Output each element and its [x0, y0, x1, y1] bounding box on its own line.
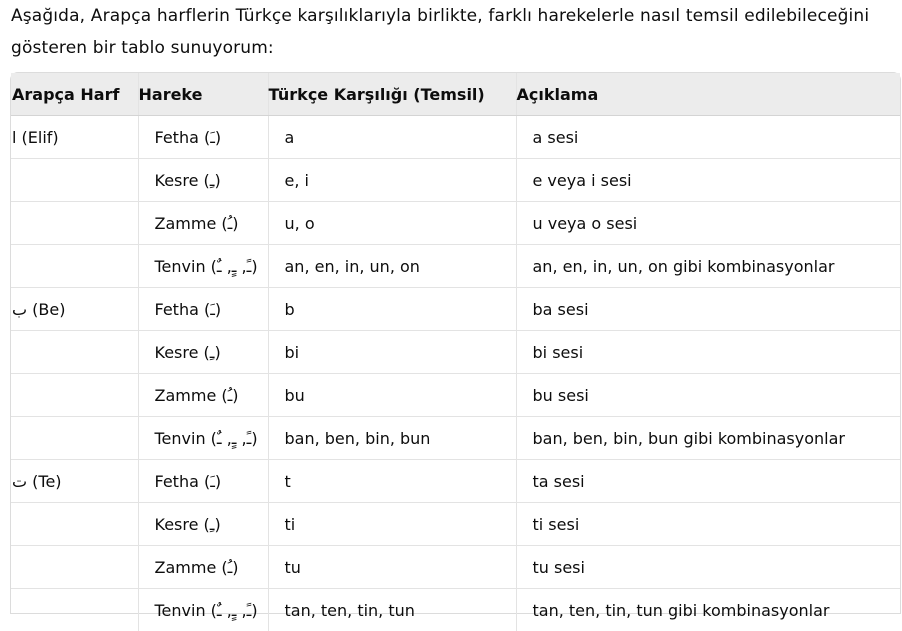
cell-hareke: Zamme (ـُ)	[138, 374, 268, 417]
cell-harf	[11, 245, 138, 288]
cell-aciklama: ti sesi	[516, 503, 900, 546]
cell-temsil: a	[268, 116, 516, 159]
table-row	[11, 159, 900, 202]
cell-aciklama: e veya i sesi	[516, 159, 900, 202]
cell-temsil: t	[268, 460, 516, 503]
cell-hareke: Tenvin (ـً, ـٍ, ـٌ)	[138, 417, 268, 460]
cell-hareke: Kesre (ـِ)	[138, 331, 268, 374]
cell-aciklama: u veya o sesi	[516, 202, 900, 245]
cell-harf	[11, 331, 138, 374]
cell-aciklama: a sesi	[516, 116, 900, 159]
cell-hareke: Zamme (ـُ)	[138, 546, 268, 589]
table-row	[11, 331, 900, 374]
harf-table	[11, 73, 900, 631]
header-arapca-harf: Arapça Harf	[11, 73, 138, 116]
table-row	[11, 288, 900, 331]
harf-table-container	[10, 72, 901, 614]
table-row	[11, 202, 900, 245]
cell-harf	[11, 159, 138, 202]
cell-aciklama: ba sesi	[516, 288, 900, 331]
cell-harf	[11, 374, 138, 417]
cell-hareke: Tenvin (ـً, ـٍ, ـٌ)	[138, 589, 268, 631]
table-row	[11, 503, 900, 546]
cell-aciklama: an, en, in, un, on gibi kombinasyonlar	[516, 245, 900, 288]
table-row	[11, 460, 900, 503]
cell-harf: ت (Te)	[11, 460, 138, 503]
cell-aciklama: ta sesi	[516, 460, 900, 503]
cell-harf	[11, 417, 138, 460]
cell-temsil: b	[268, 288, 516, 331]
cell-hareke: Fetha (ـَ)	[138, 116, 268, 159]
cell-temsil: bi	[268, 331, 516, 374]
cell-temsil: bu	[268, 374, 516, 417]
header-turkce-karsiligi: Türkçe Karşılığı (Temsil)	[268, 73, 516, 116]
cell-harf: ب (Be)	[11, 288, 138, 331]
intro-line-1: Aşağıda, Arapça harflerin Türkçe karşılıklarıyla birlikte, farklı harekelerle nasıl temsil edilebileceğini	[11, 6, 869, 26]
table-row	[11, 546, 900, 589]
cell-aciklama: tan, ten, tin, tun gibi kombinasyonlar	[516, 589, 900, 631]
table-row	[11, 116, 900, 159]
cell-aciklama: bi sesi	[516, 331, 900, 374]
cell-temsil: ti	[268, 503, 516, 546]
cell-harf	[11, 589, 138, 631]
table-row	[11, 589, 900, 631]
cell-temsil: tu	[268, 546, 516, 589]
cell-temsil: e, i	[268, 159, 516, 202]
table-header-row	[11, 73, 900, 116]
cell-aciklama: tu sesi	[516, 546, 900, 589]
table-row	[11, 245, 900, 288]
cell-hareke: Kesre (ـِ)	[138, 503, 268, 546]
cell-hareke: Fetha (ـَ)	[138, 460, 268, 503]
header-hareke: Hareke	[138, 73, 268, 116]
cell-temsil: an, en, in, un, on	[268, 245, 516, 288]
intro-text	[11, 0, 891, 64]
cell-aciklama: bu sesi	[516, 374, 900, 417]
cell-temsil: ban, ben, bin, bun	[268, 417, 516, 460]
cell-harf	[11, 503, 138, 546]
table-row	[11, 374, 900, 417]
cell-hareke: Kesre (ـِ)	[138, 159, 268, 202]
cell-aciklama: ban, ben, bin, bun gibi kombinasyonlar	[516, 417, 900, 460]
table-row	[11, 417, 900, 460]
header-aciklama: Açıklama	[516, 73, 900, 116]
cell-temsil: tan, ten, tin, tun	[268, 589, 516, 631]
cell-harf	[11, 546, 138, 589]
cell-hareke: Tenvin (ـً, ـٍ, ـٌ)	[138, 245, 268, 288]
cell-harf	[11, 202, 138, 245]
cell-hareke: Fetha (ـَ)	[138, 288, 268, 331]
cell-temsil: u, o	[268, 202, 516, 245]
intro-line-2: gösteren bir tablo sunuyorum:	[11, 38, 274, 58]
cell-hareke: Zamme (ـُ)	[138, 202, 268, 245]
cell-harf: ا (Elif)	[11, 116, 138, 159]
